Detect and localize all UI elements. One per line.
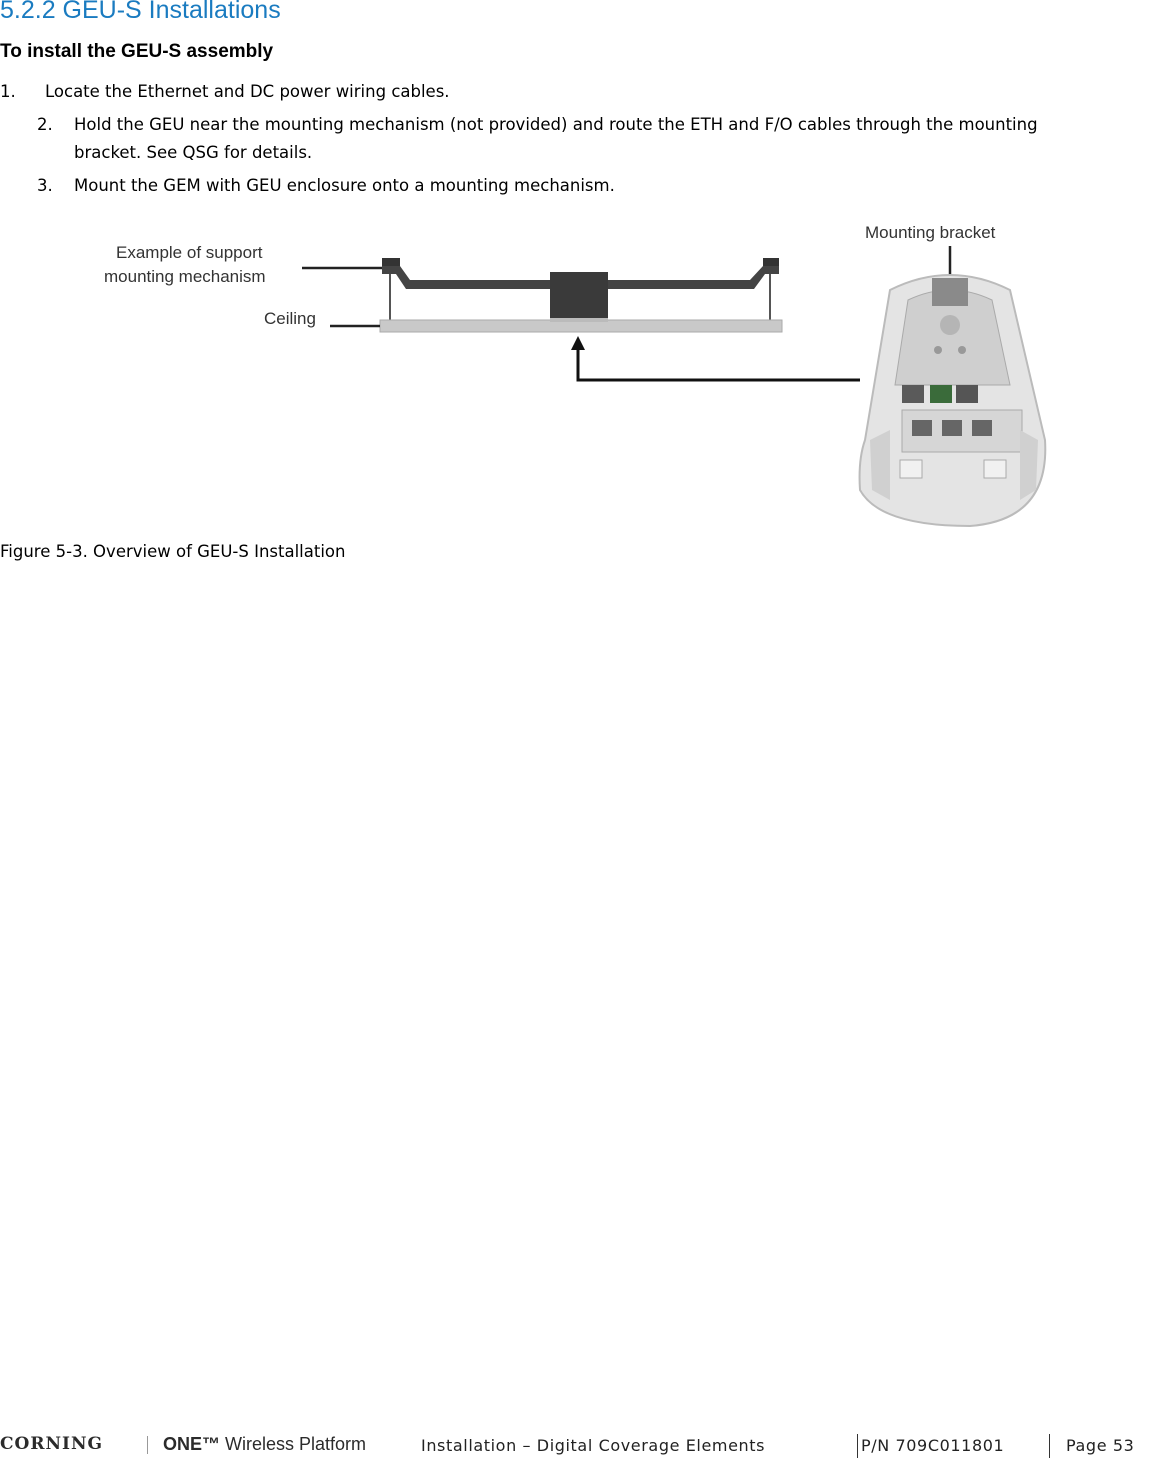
logo-divider [147,1436,148,1454]
footer-divider [857,1434,858,1458]
installation-figure [90,210,1090,535]
step-1 [0,78,1151,105]
footer-title: Installation – Digital Coverage Elements [421,1436,766,1455]
arrow-connector [571,336,860,380]
part-number: P/N 709C011801 [861,1436,1005,1455]
geu-enclosure-illustration [860,275,1046,526]
step-number: 2. [37,115,53,134]
step-text: Locate the Ethernet and DC power wiring cables. [45,82,450,101]
step-number: 3. [37,176,53,195]
procedure-title: To install the GEU-S assembly [0,41,274,62]
brand-name: Wireless Platform [220,1434,367,1454]
brand-one: ONE™ [163,1434,221,1454]
page-footer [0,1430,1151,1462]
ceiling-illustration [380,318,782,332]
step-number: 1. [0,82,16,101]
footer-divider [1049,1434,1050,1458]
step-3 [0,172,1151,199]
page-number: Page 53 [1066,1436,1135,1455]
section-heading: 5.2.2 GEU-S Installations [0,0,281,24]
callout-ceiling: Ceiling [264,309,316,328]
step-2 [0,111,1151,165]
callout-mounting-bracket: Mounting bracket [865,223,996,242]
step-text-continued: bracket. See QSG for details. [74,143,313,162]
step-text: Mount the GEM with GEU enclosure onto a mounting mechanism. [74,176,615,195]
corning-logo: CORNING [0,1434,104,1454]
support-mechanism-illustration [382,258,779,320]
figure-caption: Figure 5-3. Overview of GEU-S Installation [0,542,346,561]
brand-logo [163,1434,366,1455]
callout-support-line1: Example of support [116,243,263,262]
step-text: Hold the GEU near the mounting mechanism (not provided) and route the ETH and F/O cables through the mounting [74,115,1038,134]
callout-support-line2: mounting mechanism [104,267,266,286]
